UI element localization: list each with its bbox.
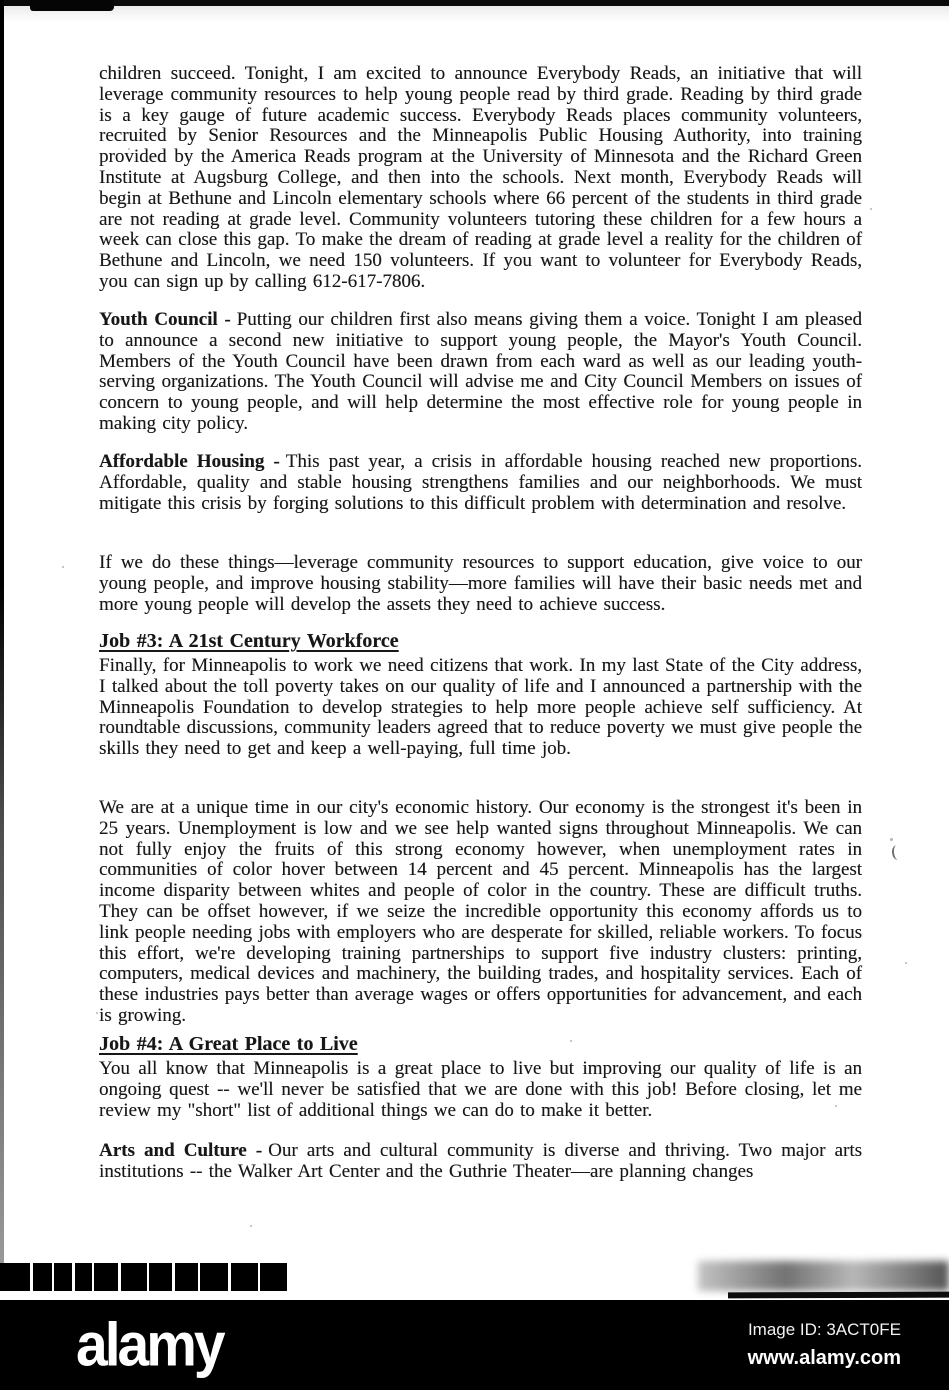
image-id-label: Image ID: 3ACT0FE xyxy=(747,1320,901,1339)
paragraph-text: This past year, a crisis in affordable housing reached new proportions. Affordable, quality and stable housing strengthens families and our neighborhoods. We must mitigate this crisis by forging solutions to this difficult problem with determination and resolve. xyxy=(99,451,862,514)
paragraph-lead: Youth Council - xyxy=(99,309,231,330)
paragraph-text: You all know that Minneapolis is a great place to live but improving our quality of life is an ongoing quest -- we'll never be satisfied that we are done with this job! Before closing, let me review my "short" list of additional things we can do to make it better. xyxy=(99,1058,862,1121)
paragraph-text: Finally, for Minneapolis to work we need citizens that work. In my last State of the City address, I talked about the toll poverty takes on our quality of life and I announced a partnership with the Minneapolis Foundation to develop strategies to help more people achieve self sufficiency. At roundtable discussions, community leaders agreed that to reduce poverty we must give people the skills they need to get and keep a well-paying, full time job. xyxy=(99,655,862,760)
watermark-meta xyxy=(748,1320,901,1370)
alamy-url: www.alamy.com xyxy=(747,1347,901,1369)
paragraph-economy xyxy=(99,798,862,1027)
paragraph-text: Putting our children first also means giving them a voice. Tonight I am pleased to announce a second new initiative to support young people, the Mayor's Youth Council. Members of the Youth Council have been drawn from each ward as well as our leading youth-serving organizations. The Youth Council will advise me and City Council Members on issues of concern to young people, and will help determine the most effective role for young people in making city policy. xyxy=(99,309,862,434)
heading-job-4: Job #4: A Great Place to Live xyxy=(99,1033,358,1055)
paragraph-youth-council xyxy=(99,310,862,435)
alamy-watermark-bar xyxy=(0,1300,949,1390)
scan-bottom-line xyxy=(728,1292,949,1299)
paragraph-arts-culture xyxy=(99,1141,862,1183)
paragraph-lead: Affordable Housing - xyxy=(99,451,280,472)
scan-speck xyxy=(870,208,872,210)
scan-speck xyxy=(250,1225,252,1227)
paragraph-affordable-housing xyxy=(99,452,862,514)
scan-speck xyxy=(570,1040,572,1042)
paragraph-text: Our arts and cultural community is diverse and thriving. Two major arts institutions -- the Walker Art Center and the Guthrie Theater—are planning changes xyxy=(99,1140,862,1182)
paragraph-if-we-do xyxy=(99,553,862,615)
paragraph-great-place xyxy=(99,1059,862,1121)
scan-bottom-marks xyxy=(0,1263,287,1291)
paragraph-text: We are at a unique time in our city's economic history. Our economy is the strongest it's been in 25 years. Unemployment is low and we see help wanted signs throughout Minneapolis. We can not fully enjoy the fruits of this strong economy however, when unemployment rates in communities of color hover between 14 percent and 45 percent. Minneapolis has the largest income disparity between whites and people of color in the country. These are difficult truths. They can be offset however, if we seize the incredible opportunity this economy affords us to link people needing jobs with employers who are desperate for skilled, reliable workers. To focus this effort, we're developing training partnerships to support five industry clusters: printing, computers, medical devices and machinery, the building trades, and hospitality services. Each of these industries pays better than average wages or offers opportunities for advancement, and each is growing. xyxy=(99,797,862,1026)
scan-speck xyxy=(62,566,64,568)
paragraph-everybody-reads xyxy=(99,64,862,293)
scan-bottom-smudge xyxy=(698,1261,949,1291)
paragraph-workforce xyxy=(99,656,862,760)
scan-speck xyxy=(712,135,714,137)
scan-speck xyxy=(835,1105,837,1107)
paragraph-text: children succeed. Tonight, I am excited to announce Everybody Reads, an initiative that will leverage community resources to help young people read by third grade. Reading by third grade is a key gauge of future academic success. Everybody Reads places community volunteers, recruited by Senior Resources and the Minneapolis Public Housing Authority, into training provided by the America Reads program at the University of Minnesota and the Richard Green Institute at Augsburg College, and then into the schools. Next month, Everybody Reads will begin at Bethune and Lincoln elementary schools where 66 percent of the students in third grade are not reading at grade level. Community volunteers tutoring these children for a few hours a week can close this gap. To make the dream of reading at grade level a reality for the children of Bethune and Lincoln, we need 150 volunteers. If you want to volunteer for Everybody Reads, you can sign up by calling 612-617-7806. xyxy=(99,63,862,292)
scan-speck xyxy=(890,838,893,841)
alamy-logo: alamy xyxy=(76,1309,223,1380)
scan-speck xyxy=(905,962,907,964)
paragraph-text: If we do these things—leverage community resources to support education, give voice to our young people, and improve housing stability—more families will have their basic needs met and more young people will develop the assets they need to achieve success. xyxy=(99,552,862,615)
paragraph-lead: Arts and Culture - xyxy=(99,1140,263,1161)
scan-speck xyxy=(128,148,130,150)
heading-job-3: Job #3: A 21st Century Workforce xyxy=(99,630,399,652)
scan-speck xyxy=(96,1012,98,1014)
